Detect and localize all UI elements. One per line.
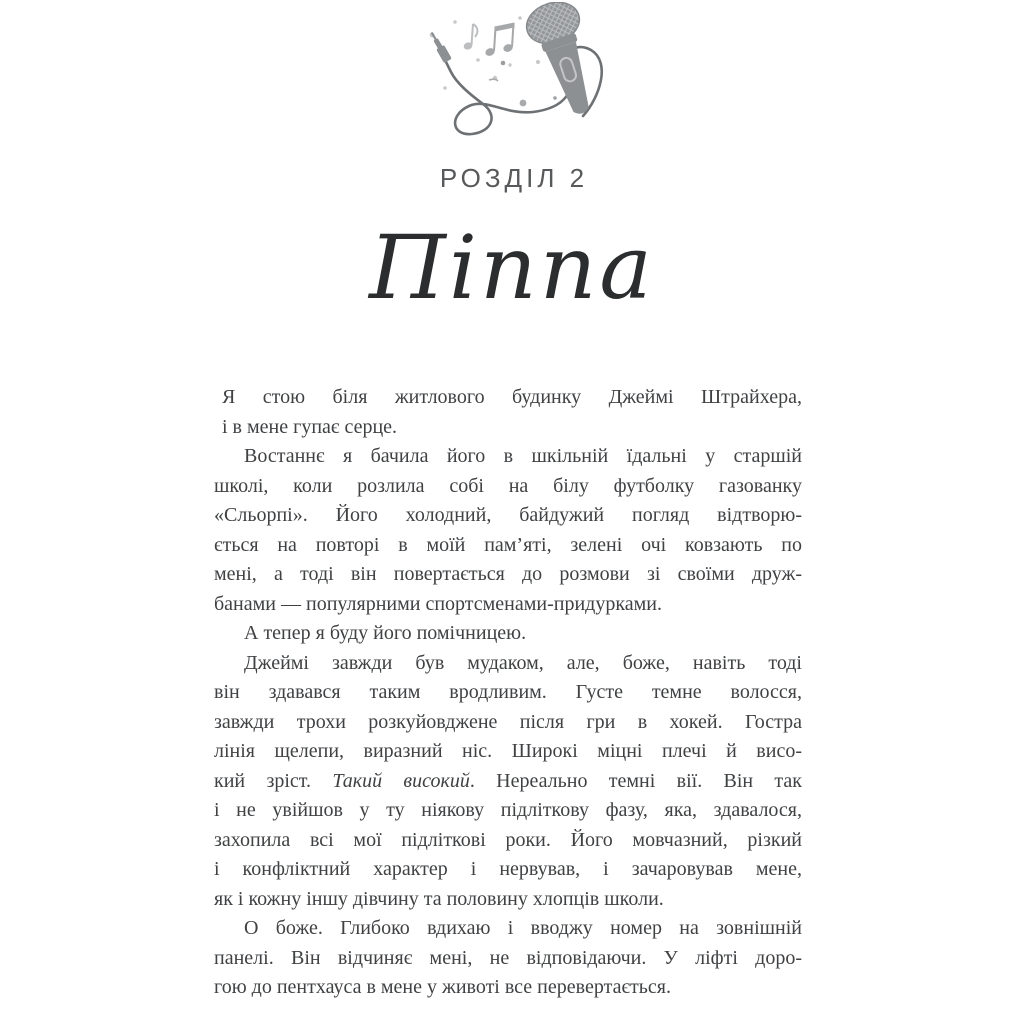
microphone-illustration: [415, 2, 615, 157]
text-line: панелі. Він відчиняє мені, не відповідаючи. У ліфті доро-: [214, 946, 802, 969]
text-line: як і кожну іншу дівчину та половину хлопців школи.: [214, 887, 664, 910]
text-line: гою до пентхауса в мене у животі все перевертається.: [214, 976, 671, 998]
paragraph: [214, 442, 802, 619]
text-line: завжди трохи розкуйовджене після гри в хокей. Гостра: [214, 710, 802, 733]
paragraph: [222, 383, 802, 442]
text-line: і не увійшов у ту ніякову підліткову фазу, яка, здавалося,: [214, 799, 802, 821]
music-note-icon: [463, 24, 477, 50]
text-line: школі, коли розлила собі на білу футболку газованку: [214, 474, 802, 497]
text-line: і в мене гупає серце.: [222, 415, 398, 438]
music-notes-icon: [485, 23, 515, 57]
text-line: Востаннє я бачила його в шкільній їдальні у старшій: [244, 445, 802, 467]
text-line: банами — популярними спортсменами-придурками.: [214, 592, 663, 615]
paragraph: [214, 914, 802, 1003]
body-text: [214, 383, 802, 1003]
text-line: мені, а тоді він повертається до розмови зі своїми друж-: [214, 563, 802, 585]
chapter-title: Піппа: [369, 216, 655, 319]
paragraph: [214, 619, 802, 649]
text-line: О боже. Глибоко вдихаю і вводжу номер на зовнішній: [244, 917, 802, 939]
paragraph: [214, 649, 802, 915]
text-line: захопила всі мої підліткові роки. Його мовчазний, різкий: [214, 828, 802, 851]
text-line: кий зріст. Такий високий. Нереально темні вії. Він так: [214, 769, 802, 792]
text-line: лінія щелепи, виразний ніс. Широкі міцні плечі й висо-: [214, 740, 802, 762]
text-line: і конфліктний характер і нервував, і зачаровував мене,: [214, 858, 802, 880]
text-line: А тепер я буду його помічницею.: [244, 622, 527, 644]
text-line: Джеймі завжди був мудаком, але, боже, навіть тоді: [244, 651, 802, 674]
text-line: Я стою біля житлового будинку Джеймі Штрайхера,: [222, 386, 802, 408]
microphone-icon: [521, 2, 608, 122]
text-line: він здавався таким вродливим. Густе темне волосся,: [214, 681, 802, 703]
text-line: «Сльорпі». Його холодний, байдужий погляд відтворю-: [214, 504, 802, 526]
chapter-label: РОЗДІЛ 2: [439, 163, 589, 193]
text-line: ється на повторі в моїй пам’яті, зелені очі ковзають по: [214, 533, 802, 556]
